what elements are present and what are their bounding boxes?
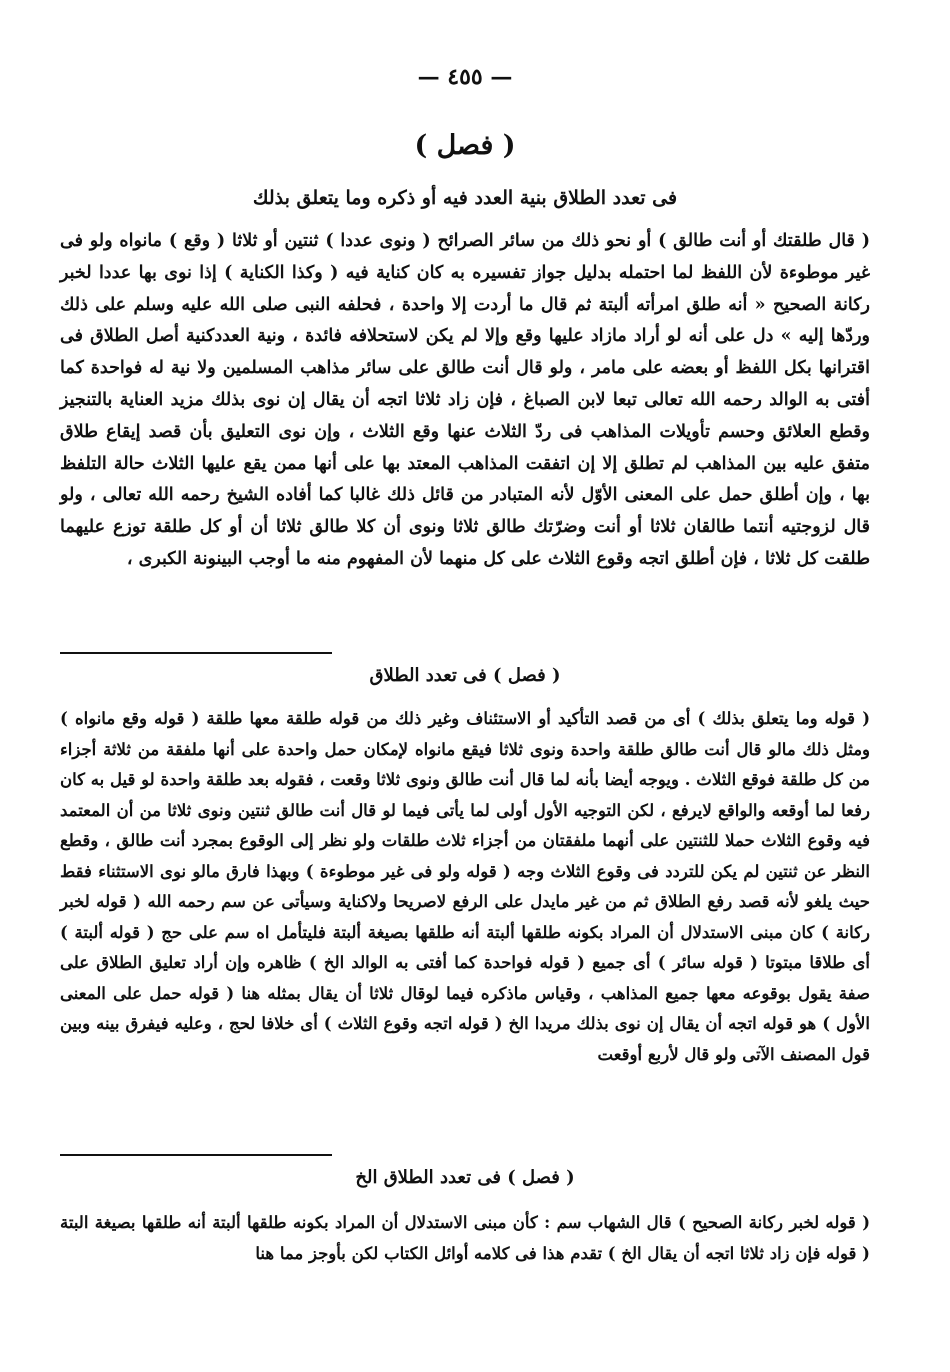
book-page [60,0,870,1372]
section-title: ( فصل ) [414,130,516,161]
footnote-title: ( فصل ) فى تعدد الطلاق الخ [355,1167,575,1188]
commentary-text: ( قوله وما يتعلق بذلك ) أى من قصد التأكيد أو الاستئناف وغير ذلك من قوله طلقة معها طلقة ( قوله وقع مانواه ) ومثل ذلك مالو قال أنت طالق طلقة واحدة ونوى ثلاثا فيقع مانواه لإمكان حمل واحدة على أنها ملفقة من ثلاثة أجزاء من كل طلقة فوقع الثلاث . ويوجه أيضا بأنه لما قال أنت طالق ونوى ثلاثا وقعت ، فقوله بعد طلقة واحدة لو قيل به كان رفعا لما أوقعه والواقع لايرفع ، لكن التوجيه الأول أولى لما يأتى فيما لو قال أنت طالق ثنتين ونوى ثلاثا من أن المعتمد فيه وقوع الثلاث حملا للثنتين على أنهما ملفقتان من أجزاء ثلاث طلقات ولو نظر إلى الوقوع بمجرد أنت طالق ، وقطع النظر عن ثنتين لم يكن للتردد فى وقوع الثلاث وجه ( قوله ولو فى غير موطوءة ) وبهذا فارق مالو نوى الاستثناء فقط حيث يلغو لأنه قصد رفع الطلاق ثم من غير مايدل على الرفع لاصريحا ولاكناية وسيأتى عن سم رحمه الله ( قوله لخبر ركانة ) كان مبنى الاستدلال أن المراد بكونه طلقها ألبتة أنه طلقها بصيغة ألبتة فليتأمل اه سم على حج ( قوله ألبتة ) أى طلاقا مبتوتا ( قوله سائر ) أى جميع ( قوله فواحدة كما أفتى به الوالد الخ ) ظاهره وإن أراد تعليق الطلاق على صفة يقول بوقوعه معها جميع المذاهب ، وقياس ماذكره فيما لوقال ثلاثا أن يقال بمثله هنا ( قوله حمل على المعنى الأول ) هو قوله اتجه أن يقال إن نوى بذلك مريدا الخ ( قوله اتجه وقوع الثلاث ) أى خلافا لحج ، وعليه فيفرق بينه وبين قول المصنف الآتى ولو قال لأربع أوقعت [60,709,870,1064]
main-text: ( قال طلقتك أو أنت طالق ) أو نحو ذلك من سائر الصرائح ( ونوى عددا ) ثنتين أو ثلاثا ( وقع ) مانواه ولو فى غير موطوءة لأن اللفظ لما احتمله بدليل جواز تفسيره به كان كناية فيه ( وكذا الكناية ) إذا نوى بها عددا لخبر ركانة الصحيح « أنه طلق امرأته ألبتة ثم قال ما أردت إلا واحدة ، فحلفه النبى صلى الله عليه وسلم على ذلك وردّها إليه » دل على أنه لو أراد مازاد عليها وقع وإلا لم يكن لاستحلافه فائدة ، ونية العددكنية أصل الطلاق فى اقترانها بكل اللفظ أو بعضه على مامر ، ولو قال أنت طالق على سائر مذاهب المسلمين ولا نية له فواحدة كما أفتى به الوالد رحمه الله تعالى تبعا لابن الصباغ ، فإن زاد ثلاثا اتجه أن يقال إن نوى بذلك مزيد العناية بالتنجيز وقطع العلائق وحسم تأويلات المذاهب فى ردّ الثلاث عنها وقع الثلاث ، وإن نوى التعليق بأن قصد إيقاع طلاق متفق عليه بين المذاهب لم تطلق إلا إن اتفقت المذاهب المعتد بها على أنها ممن يقع عليها الثلاث حالة التلفظ بها ، وإن أطلق حمل على المعنى الأوّل لأنه المتبادر من قائل ذلك غالبا كما أفاده الشيخ رحمه الله تعالى ، ولو قال لزوجتيه أنتما طالقان ثلاثا أو أنت وضرّتك طالق ثلاثا ونوى أن كلا طالق ثلاثا أن أو كل طلقة توزع عليهما طلقت كل ثلاثا ، فإن أطلق اتجه وقوع الثلاث على كل منهما لأن المفهوم منه ما أوجب البينونة الكبرى ، [60,231,870,569]
section-subtitle: فى تعدد الطلاق بنية العدد فيه أو ذكره وما يتعلق بذلك [252,187,678,209]
page-number: — ٤٥٥ — [417,64,513,90]
footnote-text: ( قوله لخبر ركانة الصحيح ) قال الشهاب سم : كأن مبنى الاستدلال أن المراد بكونه طلقها ألبتة أنه طلقها بصيغة البتة ( قوله فإن زاد ثلاثا اتجه أن يقال الخ ) تقدم هذا فى كلامه أوائل الكتاب لكن بأوجز مما هنا [60,1213,870,1263]
commentary-title: ( فصل ) فى تعدد الطلاق [369,665,561,686]
divider-line [60,1154,332,1156]
divider-line [60,652,332,654]
